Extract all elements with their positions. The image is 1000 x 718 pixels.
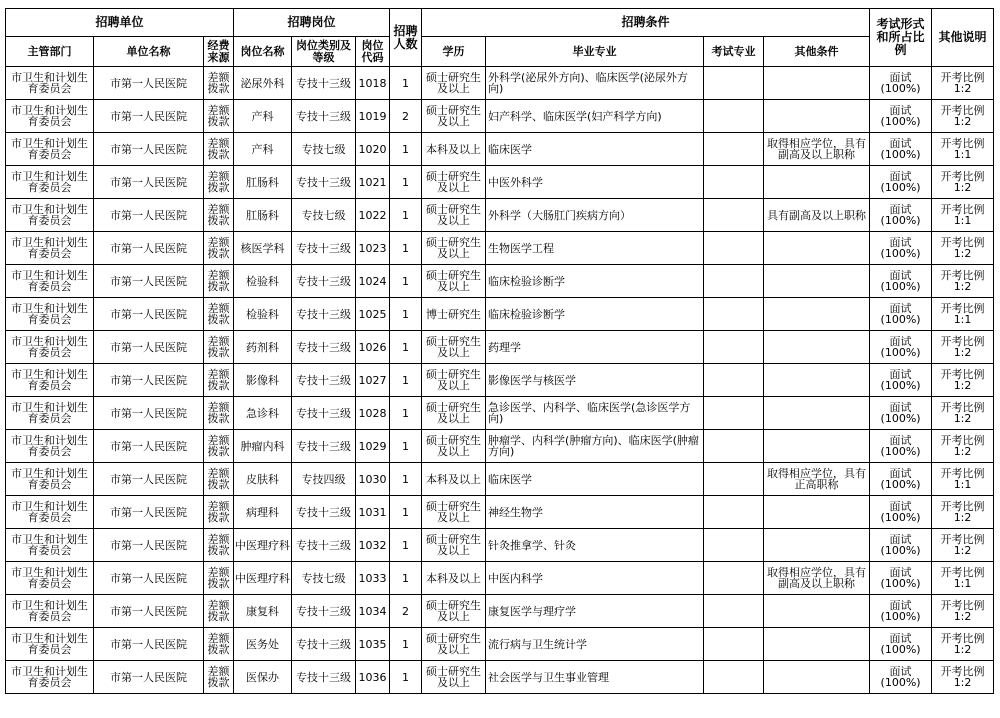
cell-exam-form: 面试(100%) (870, 364, 932, 397)
table-row (6, 463, 994, 496)
cell-post: 病理科 (234, 496, 292, 529)
cell-note: 开考比例1:1 (932, 298, 994, 331)
cell-other-conditions (764, 232, 870, 265)
cell-post: 医保办 (234, 661, 292, 694)
cell-post: 中医理疗科 (234, 529, 292, 562)
cell-note: 开考比例1:2 (932, 67, 994, 100)
table-row (6, 496, 994, 529)
cell-education: 硕士研究生及以上 (422, 430, 486, 463)
cell-note: 开考比例1:1 (932, 133, 994, 166)
cell-funding: 差额拨款 (204, 595, 234, 628)
cell-exam-form: 面试(100%) (870, 265, 932, 298)
cell-note: 开考比例1:2 (932, 265, 994, 298)
cell-post: 中医理疗科 (234, 562, 292, 595)
cell-unit: 市第一人民医院 (94, 430, 204, 463)
table-row (6, 298, 994, 331)
cell-other-conditions (764, 628, 870, 661)
cell-note: 开考比例1:1 (932, 562, 994, 595)
cell-dept: 市卫生和计划生育委员会 (6, 463, 94, 496)
cell-other-conditions (764, 661, 870, 694)
cell-education: 本科及以上 (422, 463, 486, 496)
cell-post: 泌尿外科 (234, 67, 292, 100)
cell-education: 硕士研究生及以上 (422, 595, 486, 628)
cell-hire-count: 2 (390, 100, 422, 133)
cell-dept: 市卫生和计划生育委员会 (6, 661, 94, 694)
cell-post-type: 专技十三级 (292, 529, 356, 562)
cell-dept: 市卫生和计划生育委员会 (6, 232, 94, 265)
cell-unit: 市第一人民医院 (94, 100, 204, 133)
cell-other-conditions (764, 364, 870, 397)
header-exam-form: 考试形式和所占比例 (870, 9, 932, 67)
cell-education: 硕士研究生及以上 (422, 265, 486, 298)
cell-note: 开考比例1:2 (932, 628, 994, 661)
cell-hire-count: 2 (390, 595, 422, 628)
cell-post: 检验科 (234, 265, 292, 298)
table-row (6, 364, 994, 397)
cell-exam-form: 面试(100%) (870, 166, 932, 199)
cell-exam-major (704, 133, 764, 166)
subheader-post-type: 岗位类别及等级 (292, 37, 356, 67)
cell-note: 开考比例1:2 (932, 595, 994, 628)
subheader-funding: 经费来源 (204, 37, 234, 67)
cell-exam-major (704, 331, 764, 364)
cell-funding: 差额拨款 (204, 364, 234, 397)
recruitment-table (5, 8, 994, 694)
cell-other-conditions (764, 298, 870, 331)
subheader-major: 毕业专业 (486, 37, 704, 67)
cell-funding: 差额拨款 (204, 298, 234, 331)
cell-dept: 市卫生和计划生育委员会 (6, 67, 94, 100)
cell-dept: 市卫生和计划生育委员会 (6, 364, 94, 397)
table-row (6, 133, 994, 166)
cell-exam-form: 面试(100%) (870, 463, 932, 496)
cell-unit: 市第一人民医院 (94, 298, 204, 331)
cell-funding: 差额拨款 (204, 628, 234, 661)
cell-post-type: 专技七级 (292, 133, 356, 166)
cell-hire-count: 1 (390, 364, 422, 397)
cell-other-conditions (764, 67, 870, 100)
cell-exam-major (704, 397, 764, 430)
cell-exam-form: 面试(100%) (870, 595, 932, 628)
cell-post-type: 专技十三级 (292, 67, 356, 100)
cell-unit: 市第一人民医院 (94, 628, 204, 661)
cell-note: 开考比例1:2 (932, 496, 994, 529)
cell-exam-form: 面试(100%) (870, 331, 932, 364)
cell-dept: 市卫生和计划生育委员会 (6, 199, 94, 232)
cell-dept: 市卫生和计划生育委员会 (6, 133, 94, 166)
cell-post: 核医学科 (234, 232, 292, 265)
cell-post: 检验科 (234, 298, 292, 331)
cell-note: 开考比例1:2 (932, 166, 994, 199)
cell-hire-count: 1 (390, 430, 422, 463)
cell-post-code: 1022 (356, 199, 390, 232)
cell-post: 肛肠科 (234, 166, 292, 199)
subheader-unit-name: 单位名称 (94, 37, 204, 67)
cell-dept: 市卫生和计划生育委员会 (6, 265, 94, 298)
cell-funding: 差额拨款 (204, 562, 234, 595)
cell-post-code: 1026 (356, 331, 390, 364)
cell-other-conditions (764, 595, 870, 628)
cell-dept: 市卫生和计划生育委员会 (6, 166, 94, 199)
cell-exam-form: 面试(100%) (870, 628, 932, 661)
header-hire-count: 招聘人数 (390, 9, 422, 67)
cell-note: 开考比例1:2 (932, 430, 994, 463)
cell-exam-form: 面试(100%) (870, 397, 932, 430)
cell-unit: 市第一人民医院 (94, 529, 204, 562)
cell-dept: 市卫生和计划生育委员会 (6, 529, 94, 562)
recruitment-table-container (5, 8, 994, 694)
cell-exam-major (704, 199, 764, 232)
cell-post-type: 专技十三级 (292, 397, 356, 430)
cell-hire-count: 1 (390, 67, 422, 100)
cell-exam-form: 面试(100%) (870, 298, 932, 331)
subheader-education: 学历 (422, 37, 486, 67)
cell-post: 产科 (234, 100, 292, 133)
cell-post: 康复科 (234, 595, 292, 628)
cell-post-type: 专技七级 (292, 562, 356, 595)
cell-exam-form: 面试(100%) (870, 67, 932, 100)
cell-major: 外科学（大肠肛门疾病方向） (486, 199, 704, 232)
header-unit-group: 招聘单位 (6, 9, 234, 37)
cell-unit: 市第一人民医院 (94, 595, 204, 628)
cell-exam-major (704, 463, 764, 496)
cell-exam-major (704, 232, 764, 265)
cell-post: 肛肠科 (234, 199, 292, 232)
cell-exam-major (704, 265, 764, 298)
cell-unit: 市第一人民医院 (94, 496, 204, 529)
subheader-post-name: 岗位名称 (234, 37, 292, 67)
cell-major: 外科学(泌尿外方向)、临床医学(泌尿外方向) (486, 67, 704, 100)
cell-hire-count: 1 (390, 562, 422, 595)
subheader-post-code: 岗位代码 (356, 37, 390, 67)
cell-post-code: 1031 (356, 496, 390, 529)
cell-hire-count: 1 (390, 661, 422, 694)
cell-note: 开考比例1:2 (932, 100, 994, 133)
cell-major: 药理学 (486, 331, 704, 364)
cell-post-code: 1036 (356, 661, 390, 694)
cell-unit: 市第一人民医院 (94, 133, 204, 166)
cell-education: 硕士研究生及以上 (422, 67, 486, 100)
cell-exam-form: 面试(100%) (870, 661, 932, 694)
table-row (6, 232, 994, 265)
cell-post: 急诊科 (234, 397, 292, 430)
cell-other-conditions (764, 397, 870, 430)
cell-post: 医务处 (234, 628, 292, 661)
cell-education: 本科及以上 (422, 133, 486, 166)
cell-funding: 差额拨款 (204, 331, 234, 364)
cell-major: 临床医学 (486, 133, 704, 166)
cell-post-code: 1025 (356, 298, 390, 331)
cell-major: 妇产科学、临床医学(妇产科学方向) (486, 100, 704, 133)
cell-major: 临床检验诊断学 (486, 265, 704, 298)
cell-post-code: 1018 (356, 67, 390, 100)
cell-exam-major (704, 364, 764, 397)
cell-post-type: 专技四级 (292, 463, 356, 496)
table-row (6, 562, 994, 595)
cell-post-type: 专技十三级 (292, 661, 356, 694)
cell-funding: 差额拨款 (204, 199, 234, 232)
cell-exam-major (704, 661, 764, 694)
cell-other-conditions (764, 496, 870, 529)
cell-education: 硕士研究生及以上 (422, 628, 486, 661)
cell-funding: 差额拨款 (204, 529, 234, 562)
cell-post-code: 1028 (356, 397, 390, 430)
cell-unit: 市第一人民医院 (94, 199, 204, 232)
cell-education: 硕士研究生及以上 (422, 100, 486, 133)
cell-major: 中医外科学 (486, 166, 704, 199)
cell-unit: 市第一人民医院 (94, 265, 204, 298)
cell-hire-count: 1 (390, 463, 422, 496)
cell-unit: 市第一人民医院 (94, 397, 204, 430)
cell-exam-form: 面试(100%) (870, 232, 932, 265)
cell-exam-form: 面试(100%) (870, 496, 932, 529)
cell-note: 开考比例1:2 (932, 331, 994, 364)
cell-other-conditions (764, 100, 870, 133)
table-row (6, 166, 994, 199)
cell-dept: 市卫生和计划生育委员会 (6, 562, 94, 595)
cell-exam-major (704, 595, 764, 628)
cell-major: 社会医学与卫生事业管理 (486, 661, 704, 694)
cell-note: 开考比例1:1 (932, 463, 994, 496)
cell-post: 肿瘤内科 (234, 430, 292, 463)
cell-funding: 差额拨款 (204, 397, 234, 430)
cell-education: 硕士研究生及以上 (422, 529, 486, 562)
table-row (6, 331, 994, 364)
cell-hire-count: 1 (390, 232, 422, 265)
cell-post-type: 专技十三级 (292, 595, 356, 628)
cell-funding: 差额拨款 (204, 661, 234, 694)
cell-education: 硕士研究生及以上 (422, 496, 486, 529)
cell-note: 开考比例1:2 (932, 661, 994, 694)
cell-note: 开考比例1:2 (932, 364, 994, 397)
cell-exam-form: 面试(100%) (870, 199, 932, 232)
table-row (6, 661, 994, 694)
cell-note: 开考比例1:2 (932, 529, 994, 562)
table-row (6, 199, 994, 232)
cell-major: 神经生物学 (486, 496, 704, 529)
table-row (6, 67, 994, 100)
cell-post-type: 专技七级 (292, 199, 356, 232)
cell-hire-count: 1 (390, 496, 422, 529)
cell-note: 开考比例1:2 (932, 397, 994, 430)
cell-exam-major (704, 430, 764, 463)
cell-post-code: 1027 (356, 364, 390, 397)
header-post-group: 招聘岗位 (234, 9, 390, 37)
subheader-other-conditions: 其他条件 (764, 37, 870, 67)
table-row (6, 529, 994, 562)
cell-funding: 差额拨款 (204, 463, 234, 496)
cell-post-code: 1035 (356, 628, 390, 661)
cell-funding: 差额拨款 (204, 133, 234, 166)
cell-other-conditions (764, 331, 870, 364)
cell-hire-count: 1 (390, 628, 422, 661)
cell-exam-major (704, 100, 764, 133)
cell-unit: 市第一人民医院 (94, 661, 204, 694)
cell-post-type: 专技十三级 (292, 628, 356, 661)
table-row (6, 595, 994, 628)
cell-education: 硕士研究生及以上 (422, 166, 486, 199)
cell-education: 本科及以上 (422, 562, 486, 595)
cell-funding: 差额拨款 (204, 100, 234, 133)
cell-education: 硕士研究生及以上 (422, 331, 486, 364)
cell-other-conditions (764, 166, 870, 199)
cell-exam-major (704, 628, 764, 661)
cell-exam-major (704, 562, 764, 595)
cell-major: 流行病与卫生统计学 (486, 628, 704, 661)
cell-post-type: 专技十三级 (292, 496, 356, 529)
cell-post-type: 专技十三级 (292, 265, 356, 298)
cell-exam-form: 面试(100%) (870, 562, 932, 595)
cell-major: 临床检验诊断学 (486, 298, 704, 331)
cell-funding: 差额拨款 (204, 496, 234, 529)
cell-post-code: 1030 (356, 463, 390, 496)
header-row-2 (6, 37, 994, 67)
cell-other-conditions: 取得相应学位，具有副高及以上职称 (764, 562, 870, 595)
cell-hire-count: 1 (390, 529, 422, 562)
cell-hire-count: 1 (390, 166, 422, 199)
cell-unit: 市第一人民医院 (94, 166, 204, 199)
cell-funding: 差额拨款 (204, 166, 234, 199)
cell-other-conditions: 具有副高及以上职称 (764, 199, 870, 232)
table-row (6, 397, 994, 430)
cell-post: 产科 (234, 133, 292, 166)
cell-dept: 市卫生和计划生育委员会 (6, 100, 94, 133)
table-row (6, 265, 994, 298)
cell-other-conditions (764, 430, 870, 463)
cell-major: 康复医学与理疗学 (486, 595, 704, 628)
cell-post-type: 专技十三级 (292, 100, 356, 133)
cell-post-code: 1029 (356, 430, 390, 463)
cell-post-code: 1033 (356, 562, 390, 595)
cell-dept: 市卫生和计划生育委员会 (6, 595, 94, 628)
cell-exam-form: 面试(100%) (870, 430, 932, 463)
cell-hire-count: 1 (390, 298, 422, 331)
cell-hire-count: 1 (390, 199, 422, 232)
cell-post-code: 1032 (356, 529, 390, 562)
cell-dept: 市卫生和计划生育委员会 (6, 628, 94, 661)
cell-exam-form: 面试(100%) (870, 100, 932, 133)
cell-exam-major (704, 166, 764, 199)
cell-unit: 市第一人民医院 (94, 331, 204, 364)
cell-post: 皮肤科 (234, 463, 292, 496)
cell-other-conditions: 取得相应学位，具有副高及以上职称 (764, 133, 870, 166)
cell-hire-count: 1 (390, 331, 422, 364)
cell-note: 开考比例1:1 (932, 199, 994, 232)
cell-major: 生物医学工程 (486, 232, 704, 265)
header-conditions-group: 招聘条件 (422, 9, 870, 37)
cell-major: 针灸推拿学、针灸 (486, 529, 704, 562)
cell-funding: 差额拨款 (204, 67, 234, 100)
header-other-notes: 其他说明 (932, 9, 994, 67)
table-row (6, 628, 994, 661)
cell-education: 博士研究生 (422, 298, 486, 331)
cell-post: 药剂科 (234, 331, 292, 364)
cell-major: 中医内科学 (486, 562, 704, 595)
cell-post-type: 专技十三级 (292, 430, 356, 463)
cell-post-code: 1024 (356, 265, 390, 298)
cell-post-code: 1021 (356, 166, 390, 199)
cell-unit: 市第一人民医院 (94, 562, 204, 595)
cell-post-code: 1034 (356, 595, 390, 628)
cell-unit: 市第一人民医院 (94, 232, 204, 265)
cell-funding: 差额拨款 (204, 430, 234, 463)
cell-unit: 市第一人民医院 (94, 463, 204, 496)
cell-unit: 市第一人民医院 (94, 67, 204, 100)
cell-hire-count: 1 (390, 397, 422, 430)
subheader-dept: 主管部门 (6, 37, 94, 67)
cell-post-type: 专技十三级 (292, 166, 356, 199)
cell-exam-form: 面试(100%) (870, 529, 932, 562)
table-body (6, 67, 994, 694)
cell-dept: 市卫生和计划生育委员会 (6, 331, 94, 364)
subheader-exam-major: 考试专业 (704, 37, 764, 67)
cell-exam-major (704, 67, 764, 100)
cell-education: 硕士研究生及以上 (422, 661, 486, 694)
cell-post-type: 专技十三级 (292, 331, 356, 364)
cell-major: 肿瘤学、内科学(肿瘤方向)、临床医学(肿瘤方向) (486, 430, 704, 463)
cell-major: 急诊医学、内科学、临床医学(急诊医学方向) (486, 397, 704, 430)
cell-unit: 市第一人民医院 (94, 364, 204, 397)
cell-dept: 市卫生和计划生育委员会 (6, 298, 94, 331)
cell-post-type: 专技十三级 (292, 232, 356, 265)
cell-major: 影像医学与核医学 (486, 364, 704, 397)
cell-dept: 市卫生和计划生育委员会 (6, 496, 94, 529)
cell-education: 硕士研究生及以上 (422, 364, 486, 397)
cell-exam-major (704, 496, 764, 529)
cell-education: 硕士研究生及以上 (422, 232, 486, 265)
cell-funding: 差额拨款 (204, 265, 234, 298)
cell-post: 影像科 (234, 364, 292, 397)
cell-other-conditions (764, 265, 870, 298)
cell-dept: 市卫生和计划生育委员会 (6, 397, 94, 430)
cell-post-type: 专技十三级 (292, 364, 356, 397)
cell-post-code: 1020 (356, 133, 390, 166)
cell-hire-count: 1 (390, 265, 422, 298)
table-row (6, 100, 994, 133)
cell-post-code: 1019 (356, 100, 390, 133)
cell-funding: 差额拨款 (204, 232, 234, 265)
cell-other-conditions (764, 529, 870, 562)
cell-post-code: 1023 (356, 232, 390, 265)
table-row (6, 430, 994, 463)
cell-education: 硕士研究生及以上 (422, 199, 486, 232)
cell-hire-count: 1 (390, 133, 422, 166)
cell-other-conditions: 取得相应学位，具有正高职称 (764, 463, 870, 496)
cell-exam-form: 面试(100%) (870, 133, 932, 166)
cell-post-type: 专技十三级 (292, 298, 356, 331)
cell-education: 硕士研究生及以上 (422, 397, 486, 430)
cell-major: 临床医学 (486, 463, 704, 496)
cell-exam-major (704, 298, 764, 331)
cell-exam-major (704, 529, 764, 562)
cell-dept: 市卫生和计划生育委员会 (6, 430, 94, 463)
cell-note: 开考比例1:2 (932, 232, 994, 265)
header-row-1 (6, 9, 994, 37)
